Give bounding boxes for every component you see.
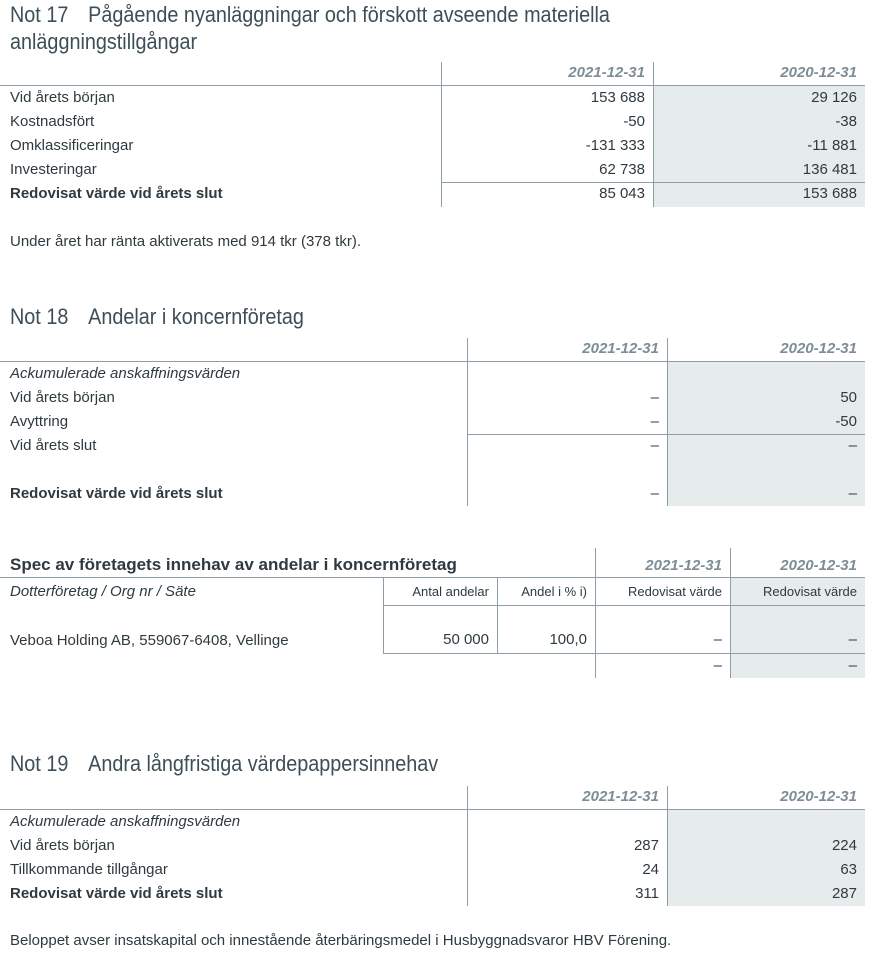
spec-title: Spec av företagets innehav av andelar i koncernföretag [10, 555, 457, 574]
row-value: 63 [840, 861, 857, 878]
row-value: – [713, 631, 722, 648]
row-label: Omklassificeringar [10, 137, 134, 154]
row-value: 62 738 [599, 161, 645, 178]
row-label: Vid årets början [10, 89, 115, 106]
row-value: – [650, 437, 659, 454]
col-header-2020: 2020-12-31 [780, 340, 857, 357]
row-value: 153 688 [590, 89, 645, 106]
col-header-company: Dotterföretag / Org nr / Säte [10, 583, 196, 600]
row-value: – [848, 631, 857, 648]
col-header-2020: 2020-12-31 [780, 64, 857, 81]
row-label: Vid årets början [10, 837, 115, 854]
row-label: Investeringar [10, 161, 97, 178]
col-header-2020: 2020-12-31 [780, 788, 857, 805]
col-header-2021: 2021-12-31 [582, 340, 659, 357]
row-value: 136 481 [802, 161, 857, 178]
row-label: Tillkommande tillgångar [10, 861, 168, 878]
row-value: – [650, 389, 659, 406]
note19-footnote: Beloppet avser insatskapital och innestående återbäringsmedel i Husbyggnadsvaror HBV Förening. [10, 932, 672, 949]
section-label: Ackumulerade anskaffningsvärden [10, 813, 241, 830]
row-label: Vid årets början [10, 389, 115, 406]
row-label: Redovisat värde vid årets slut [10, 485, 223, 502]
col-header-antal: Antal andelar [412, 584, 489, 599]
note19-title: Not 19 Andra långfristiga värdepappersinnehav [10, 751, 439, 776]
row-label: Redovisat värde vid årets slut [10, 885, 223, 902]
row-label: Redovisat värde vid årets slut [10, 185, 223, 202]
row-value: – [650, 485, 659, 502]
row-label: Vid årets slut [10, 437, 97, 454]
row-value: – [848, 437, 857, 454]
row-value: – [650, 413, 659, 430]
row-value: 287 [633, 837, 659, 854]
row-label: Kostnadsfört [10, 113, 95, 130]
row-value: 29 126 [811, 89, 857, 106]
note18-title: Not 18 Andelar i koncernföretag [10, 304, 304, 329]
row-label: Avyttring [10, 413, 69, 430]
col-header-2021: 2021-12-31 [645, 557, 722, 574]
total-value: – [713, 657, 722, 674]
row-value: 224 [831, 837, 857, 854]
row-value: -50 [835, 413, 857, 430]
col-header-andel: Andel i % i) [521, 584, 587, 599]
total-value: – [848, 657, 857, 674]
col-header-2020: 2020-12-31 [780, 557, 857, 574]
col-header-2021: 2021-12-31 [582, 788, 659, 805]
row-value: 153 688 [802, 185, 857, 202]
row-value: -38 [835, 113, 857, 130]
note17-footnote: Under året har ränta aktiverats med 914 tkr (378 tkr). [10, 233, 361, 250]
row-value: -50 [623, 113, 645, 130]
col-header-red2: Redovisat värde [763, 584, 857, 599]
row-andel: 100,0 [549, 631, 587, 648]
row-antal: 50 000 [443, 631, 489, 648]
row-value: 311 [635, 885, 659, 902]
note17-title: Not 17 Pågående nyanläggningar och förskott avseende materiella [10, 2, 610, 27]
col-header-2021: 2021-12-31 [568, 64, 645, 81]
row-value: -11 881 [807, 137, 857, 154]
row-value: 85 043 [599, 185, 645, 202]
note17-title-cont: anläggningstillgångar [10, 29, 198, 54]
row-value: 50 [840, 389, 857, 406]
row-value: 287 [831, 885, 857, 902]
section-label: Ackumulerade anskaffningsvärden [10, 365, 241, 382]
row-value: 24 [642, 861, 659, 878]
row-label: Veboa Holding AB, 559067-6408, Vellinge [10, 632, 289, 649]
row-value: -131 333 [585, 137, 645, 154]
row-value: – [848, 485, 857, 502]
col-header-red1: Redovisat värde [628, 584, 722, 599]
